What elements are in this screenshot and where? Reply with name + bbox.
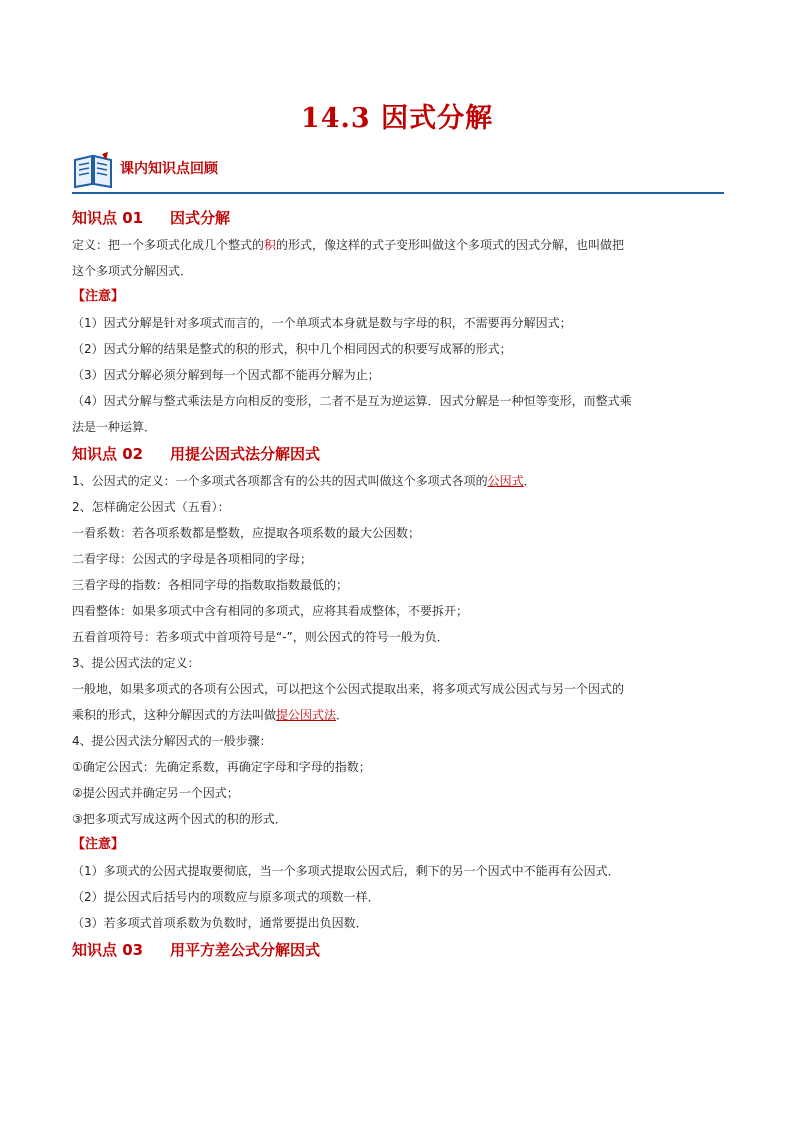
- kp1-note-item: （4）因式分解与整式乘法是方向相反的变形，二者不是互为逆运算．因式分解是一种恒等变形，而整式乘: [72, 394, 632, 408]
- page-title: 14.3 因式分解: [300, 103, 494, 134]
- kp2-look-item: 五看首项符号：若多项式中首项符号是“-”，则公因式的符号一般为负．: [72, 630, 449, 644]
- kp2-how-heading: 2、怎样确定公因式（五看）：: [72, 500, 230, 514]
- kp2-title: 用提公因式法分解因式: [170, 445, 321, 463]
- banner-divider: [72, 192, 724, 194]
- kp2-note-item: （3）若多项式首项系数为负数时，通常要提出负因数．: [72, 916, 368, 930]
- kp2-look-item: 三看字母的指数：各相同字母的指数取指数最低的；: [72, 578, 349, 592]
- kp2-number: 知识点 02: [72, 445, 144, 463]
- kp1-note-item: （2）因式分解的结果是整式的积的形式，积中几个相同因式的积要写成幂的形式；: [72, 342, 512, 356]
- kp1-definition-mark: 积: [264, 238, 277, 252]
- kp1-note-item: （3）因式分解必须分解到每一个因式都不能再分解为止；: [72, 368, 380, 382]
- kp1-note-item: （1）因式分解是针对多项式而言的，一个单项式本身就是数与字母的积，不需要再分解因式；: [72, 316, 572, 330]
- kp1-title: 因式分解: [170, 209, 231, 227]
- kp2-step-item: ①确定公因式：先确定系数，再确定字母和字母的指数；: [72, 760, 371, 774]
- kp3-number: 知识点 03: [72, 941, 144, 959]
- kp2-note-label: 【注意】: [72, 837, 125, 852]
- kp2-step-item: ②提公因式并确定另一个因式；: [72, 786, 239, 800]
- kp2-definition-3-heading: 3、提公因式法的定义：: [72, 656, 200, 670]
- kp2-look-item: 一看系数：若各项系数都是整数，应提取各项系数的最大公因数；: [72, 526, 421, 540]
- kp2-steps-heading: 4、提公因式法分解因式的一般步骤：: [72, 734, 272, 748]
- kp2-definition-1: 1、公因式的定义：一个多项式各项都含有的公共的因式叫做这个多项式各项的公因式．: [72, 474, 536, 488]
- kp1-definition-line2: 这个多项式分解因式．: [72, 264, 193, 278]
- kp2-heading: [72, 440, 724, 468]
- kp1-note-label: 【注意】: [72, 289, 125, 304]
- kp2-term-common-factor: 公因式: [487, 474, 524, 488]
- kp3-heading: [72, 936, 724, 964]
- kp2-note-item: （2）提公因式后括号内的项数应与原多项式的项数一样．: [72, 890, 380, 904]
- kp2-look-item: 四看整体：如果多项式中含有相同的多项式，应将其看成整体，不要拆开；: [72, 604, 469, 618]
- kp1-note-item: 法是一种运算．: [72, 420, 157, 434]
- kp2-note-item: （1）多项式的公因式提取要彻底，当一个多项式提取公因式后，剩下的另一个因式中不能再有公因式．: [72, 864, 620, 878]
- section-banner: [72, 148, 724, 194]
- kp2-definition-3-line2: 乘积的形式，这种分解因式的方法叫做提公因式法．: [72, 708, 349, 722]
- kp2-definition-3-line1: 一般地，如果多项式的各项有公因式，可以把这个公因式提取出来，将多项式写成公因式与另一个因式的: [72, 682, 625, 696]
- open-book-icon: [72, 150, 114, 190]
- kp2-look-item: 二看字母：公因式的字母是各项相同的字母；: [72, 552, 313, 566]
- kp2-term-method: 提公因式法: [276, 708, 337, 722]
- banner-label: 课内知识点回顾: [120, 161, 218, 177]
- kp1-number: 知识点 01: [72, 209, 144, 227]
- kp3-title: 用平方差公式分解因式: [170, 941, 321, 959]
- kp1-definition: 定义：把一个多项式化成几个整式的积的形式，像这样的式子变形叫做这个多项式的因式分解，也叫做把: [72, 238, 625, 252]
- kp2-step-item: ③把多项式写成这两个因式的积的形式．: [72, 812, 287, 826]
- content-body: [72, 204, 724, 964]
- kp1-heading: [72, 204, 724, 232]
